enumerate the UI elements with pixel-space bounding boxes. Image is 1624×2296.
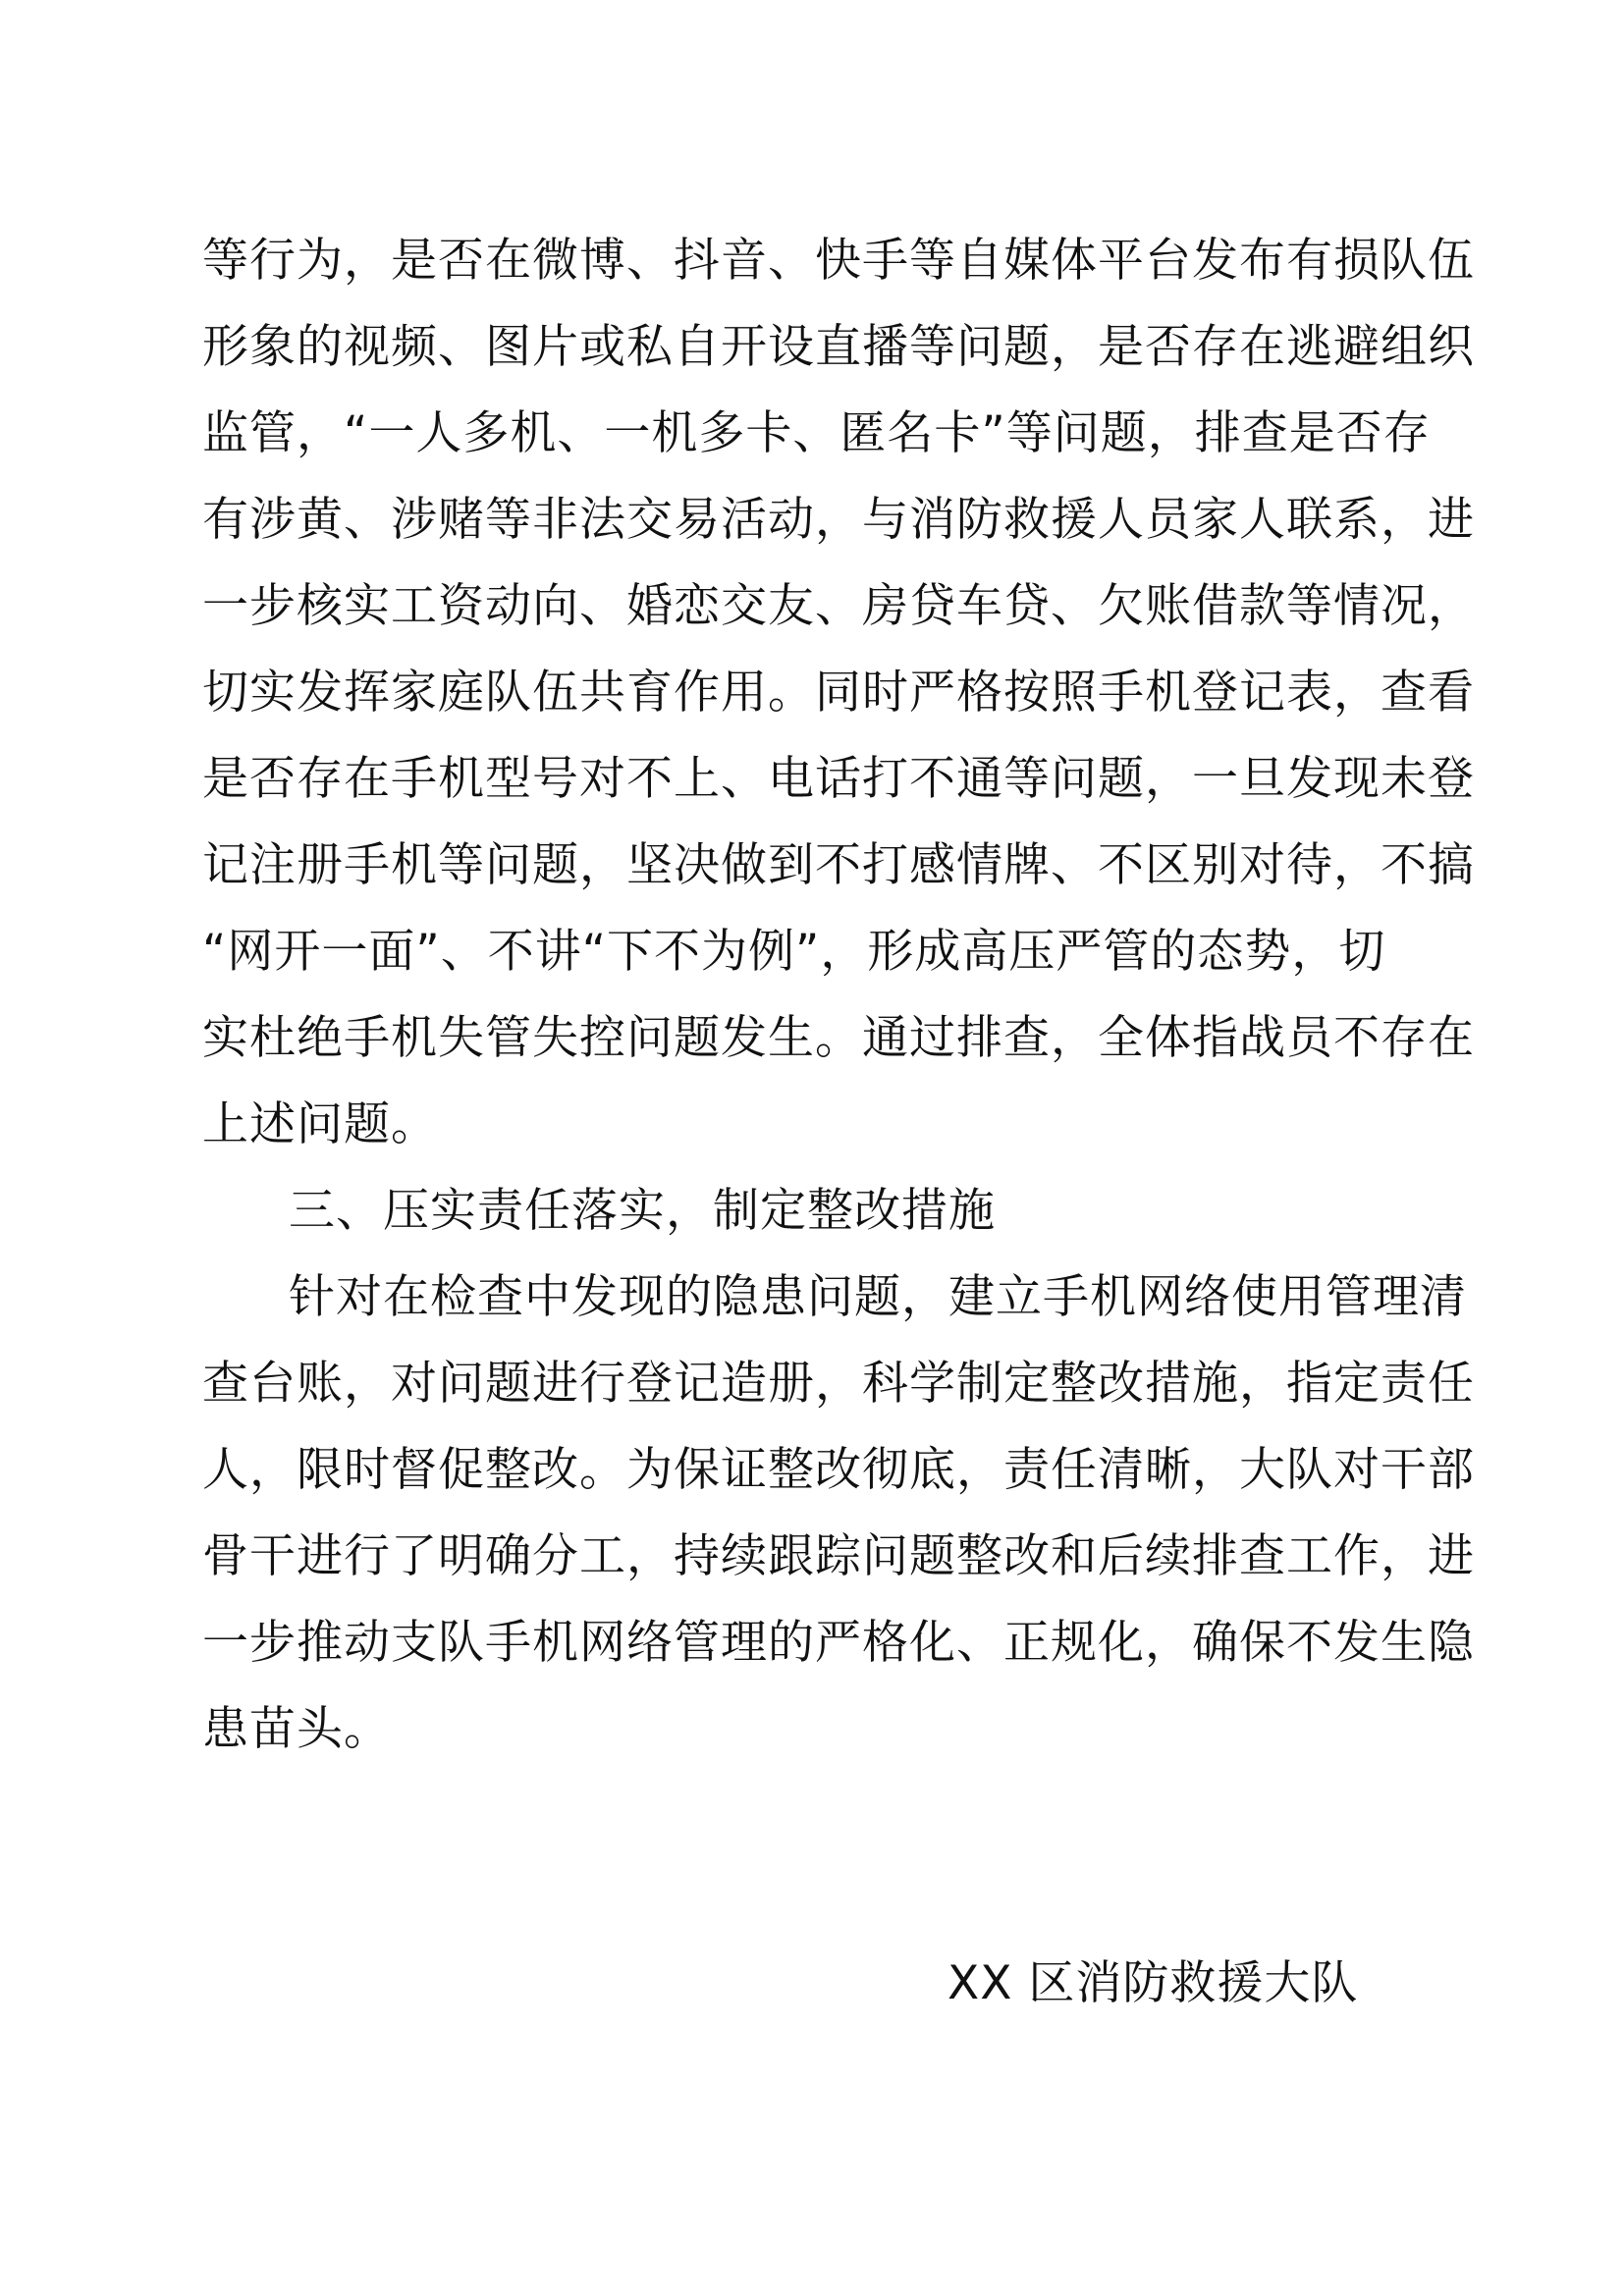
body-text-line: 监管，“一人多机、一机多卡、匿名卡”等问题，排查是否存	[202, 406, 1431, 460]
body-text-line: 记注册手机等问题，坚决做到不打感情牌、不区别对待，不搞	[202, 838, 1475, 892]
body-text-line: 针对在检查中发现的隐患问题，建立手机网络使用管理清	[289, 1270, 1467, 1324]
body-text-line: 骨干进行了明确分工，持续跟踪问题整改和后续排查工作，进	[202, 1529, 1475, 1583]
body-text-line: 一步核实工资动向、婚恋交友、房贷车贷、欠账借款等情况，	[202, 579, 1475, 633]
body-text-line: 人，限时督促整改。为保证整改彻底，责任清晰，大队对干部	[202, 1443, 1475, 1497]
section-heading: 三、压实责任落实，制定整改措施	[289, 1184, 996, 1238]
body-text-line: 一步推动支队手机网络管理的严格化、正规化，确保不发生隐	[202, 1616, 1475, 1670]
body-text-line: 上述问题。	[202, 1097, 438, 1151]
signature-organization: XX 区消防救援大队	[947, 1956, 1359, 2010]
body-text-line: 是否存在手机型号对不上、电话打不通等问题，一旦发现未登	[202, 752, 1475, 806]
body-text-line: “网开一面”、不讲“下不为例”，形成高压严管的态势，切	[202, 925, 1386, 979]
body-text-line: 查台账，对问题进行登记造册，科学制定整改措施，指定责任	[202, 1357, 1475, 1411]
body-text-line: 切实发挥家庭队伍共育作用。同时严格按照手机登记表，查看	[202, 666, 1475, 720]
body-text-line: 患苗头。	[202, 1702, 391, 1756]
body-text-line: 有涉黄、涉赌等非法交易活动，与消防救援人员家人联系，进	[202, 493, 1475, 547]
body-text-line: 形象的视频、图片或私自开设直播等问题，是否存在逃避组织	[202, 320, 1475, 374]
body-text-line: 等行为，是否在微博、抖音、快手等自媒体平台发布有损队伍	[202, 234, 1475, 288]
body-text-line: 实杜绝手机失管失控问题发生。通过排查，全体指战员不存在	[202, 1011, 1475, 1065]
